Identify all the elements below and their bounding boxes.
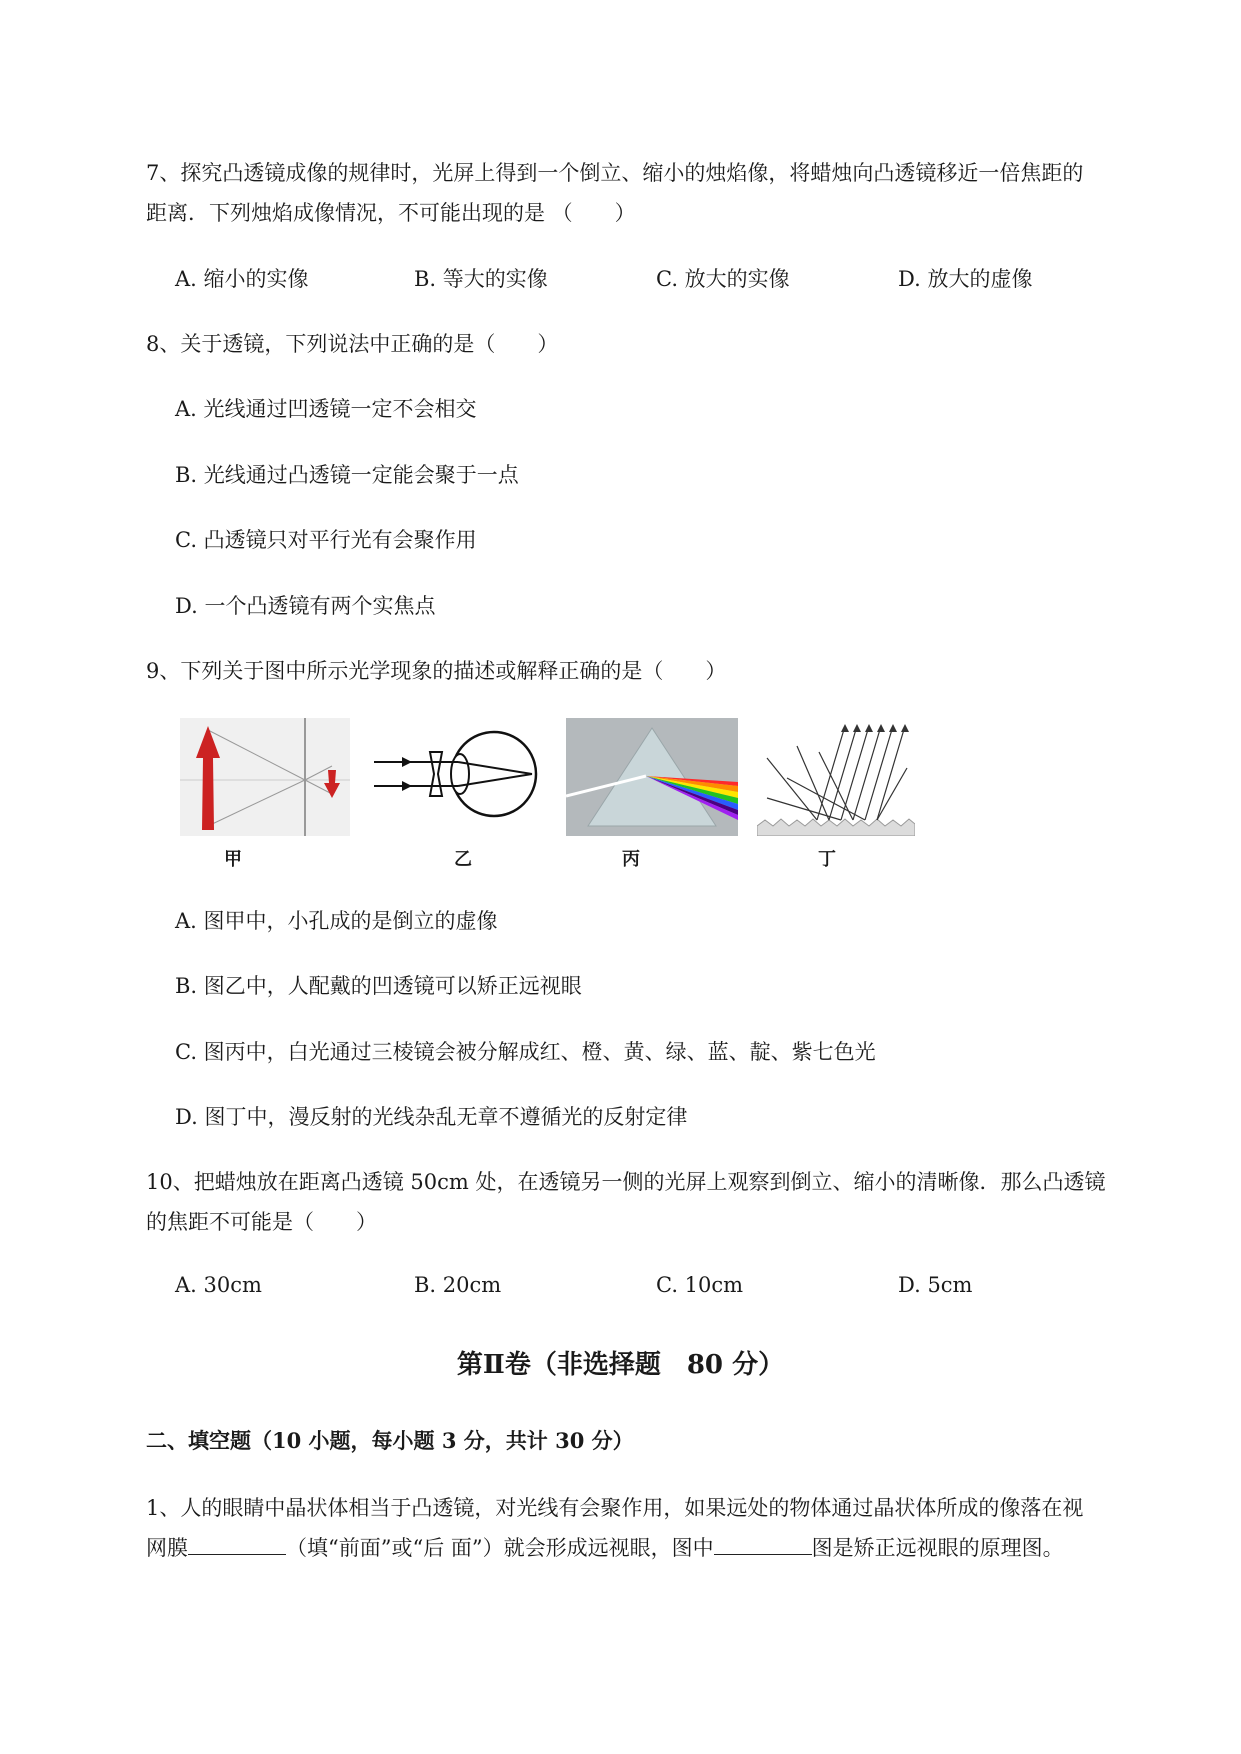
q10-stem-line1: 10、把蜡烛放在距离凸透镜 50cm 处，在透镜另一侧的光屏上观察到倒立、缩小的清晰像．那么凸透镜: [146, 1170, 1106, 1194]
q9-option-d: D. 图丁中，漫反射的光线杂乱无章不遵循光的反射定律: [175, 1105, 688, 1129]
q7-option-a: A. 缩小的实像: [175, 267, 309, 291]
section-2-title: 第Ⅱ卷（非选择题 80 分）: [456, 1350, 785, 1380]
figure-ding-diffuse-reflection: [757, 718, 915, 836]
q8-option-c: C. 凸透镜只对平行光有会聚作用: [175, 528, 477, 552]
q10-option-d: D. 5cm: [898, 1273, 973, 1297]
q7-option-c: C. 放大的实像: [656, 267, 790, 291]
figure-caption-bing: 丙: [622, 849, 640, 870]
fill1-line1: 1、人的眼睛中晶状体相当于凸透镜，对光线有会聚作用，如果远处的物体通过晶状体所成的像落在视: [146, 1496, 1084, 1520]
q9-option-b: B. 图乙中，人配戴的凹透镜可以矫正远视眼: [175, 974, 582, 998]
fill1-line2: [146, 1532, 1064, 1562]
figure-yi-eye: [372, 718, 542, 836]
q8-option-b: B. 光线通过凸透镜一定能会聚于一点: [175, 463, 519, 487]
figure-caption-yi: 乙: [454, 849, 472, 870]
answer-blank-1[interactable]: [188, 1534, 286, 1555]
q8-option-d: D. 一个凸透镜有两个实焦点: [175, 594, 436, 618]
figure-caption-jia: 甲: [224, 849, 242, 870]
q10-option-a: A. 30cm: [175, 1273, 262, 1297]
fill1-text-b: （填“前面”或“后 面”）就会形成远视眼，图中: [286, 1536, 714, 1560]
q7-stem-line2: 距离．下列烛焰成像情况，不可能出现的是 （ ）: [146, 201, 636, 225]
q7-option-b: B. 等大的实像: [414, 267, 548, 291]
answer-blank-2[interactable]: [714, 1534, 812, 1555]
q8-option-a: A. 光线通过凹透镜一定不会相交: [175, 397, 477, 421]
q10-option-b: B. 20cm: [414, 1273, 502, 1297]
figure-caption-ding: 丁: [818, 849, 836, 870]
q7-stem-line1: 7、探究凸透镜成像的规律时，光屏上得到一个倒立、缩小的烛焰像，将蜡烛向凸透镜移近一倍焦距的: [146, 161, 1084, 185]
q8-stem: 8、关于透镜，下列说法中正确的是（ ）: [146, 332, 559, 356]
q9-option-a: A. 图甲中，小孔成的是倒立的虚像: [175, 909, 498, 933]
figure-bing-prism: [566, 718, 738, 836]
figure-jia-pinhole: [180, 718, 350, 836]
fill1-text-c: 图是矫正远视眼的原理图。: [811, 1536, 1064, 1560]
fill1-text-a: 网膜: [146, 1536, 188, 1560]
section-2-subtitle: 二、填空题（10 小题，每小题 3 分，共计 30 分）: [146, 1428, 634, 1453]
q7-option-d: D. 放大的虚像: [898, 267, 1033, 291]
q10-stem-line2: 的焦距不可能是（ ）: [146, 1210, 377, 1234]
q10-option-c: C. 10cm: [656, 1273, 744, 1297]
q9-stem: 9、下列关于图中所示光学现象的描述或解释正确的是（ ）: [146, 659, 727, 683]
q9-option-c: C. 图丙中，白光通过三棱镜会被分解成红、橙、黄、绿、蓝、靛、紫七色光: [175, 1040, 876, 1064]
